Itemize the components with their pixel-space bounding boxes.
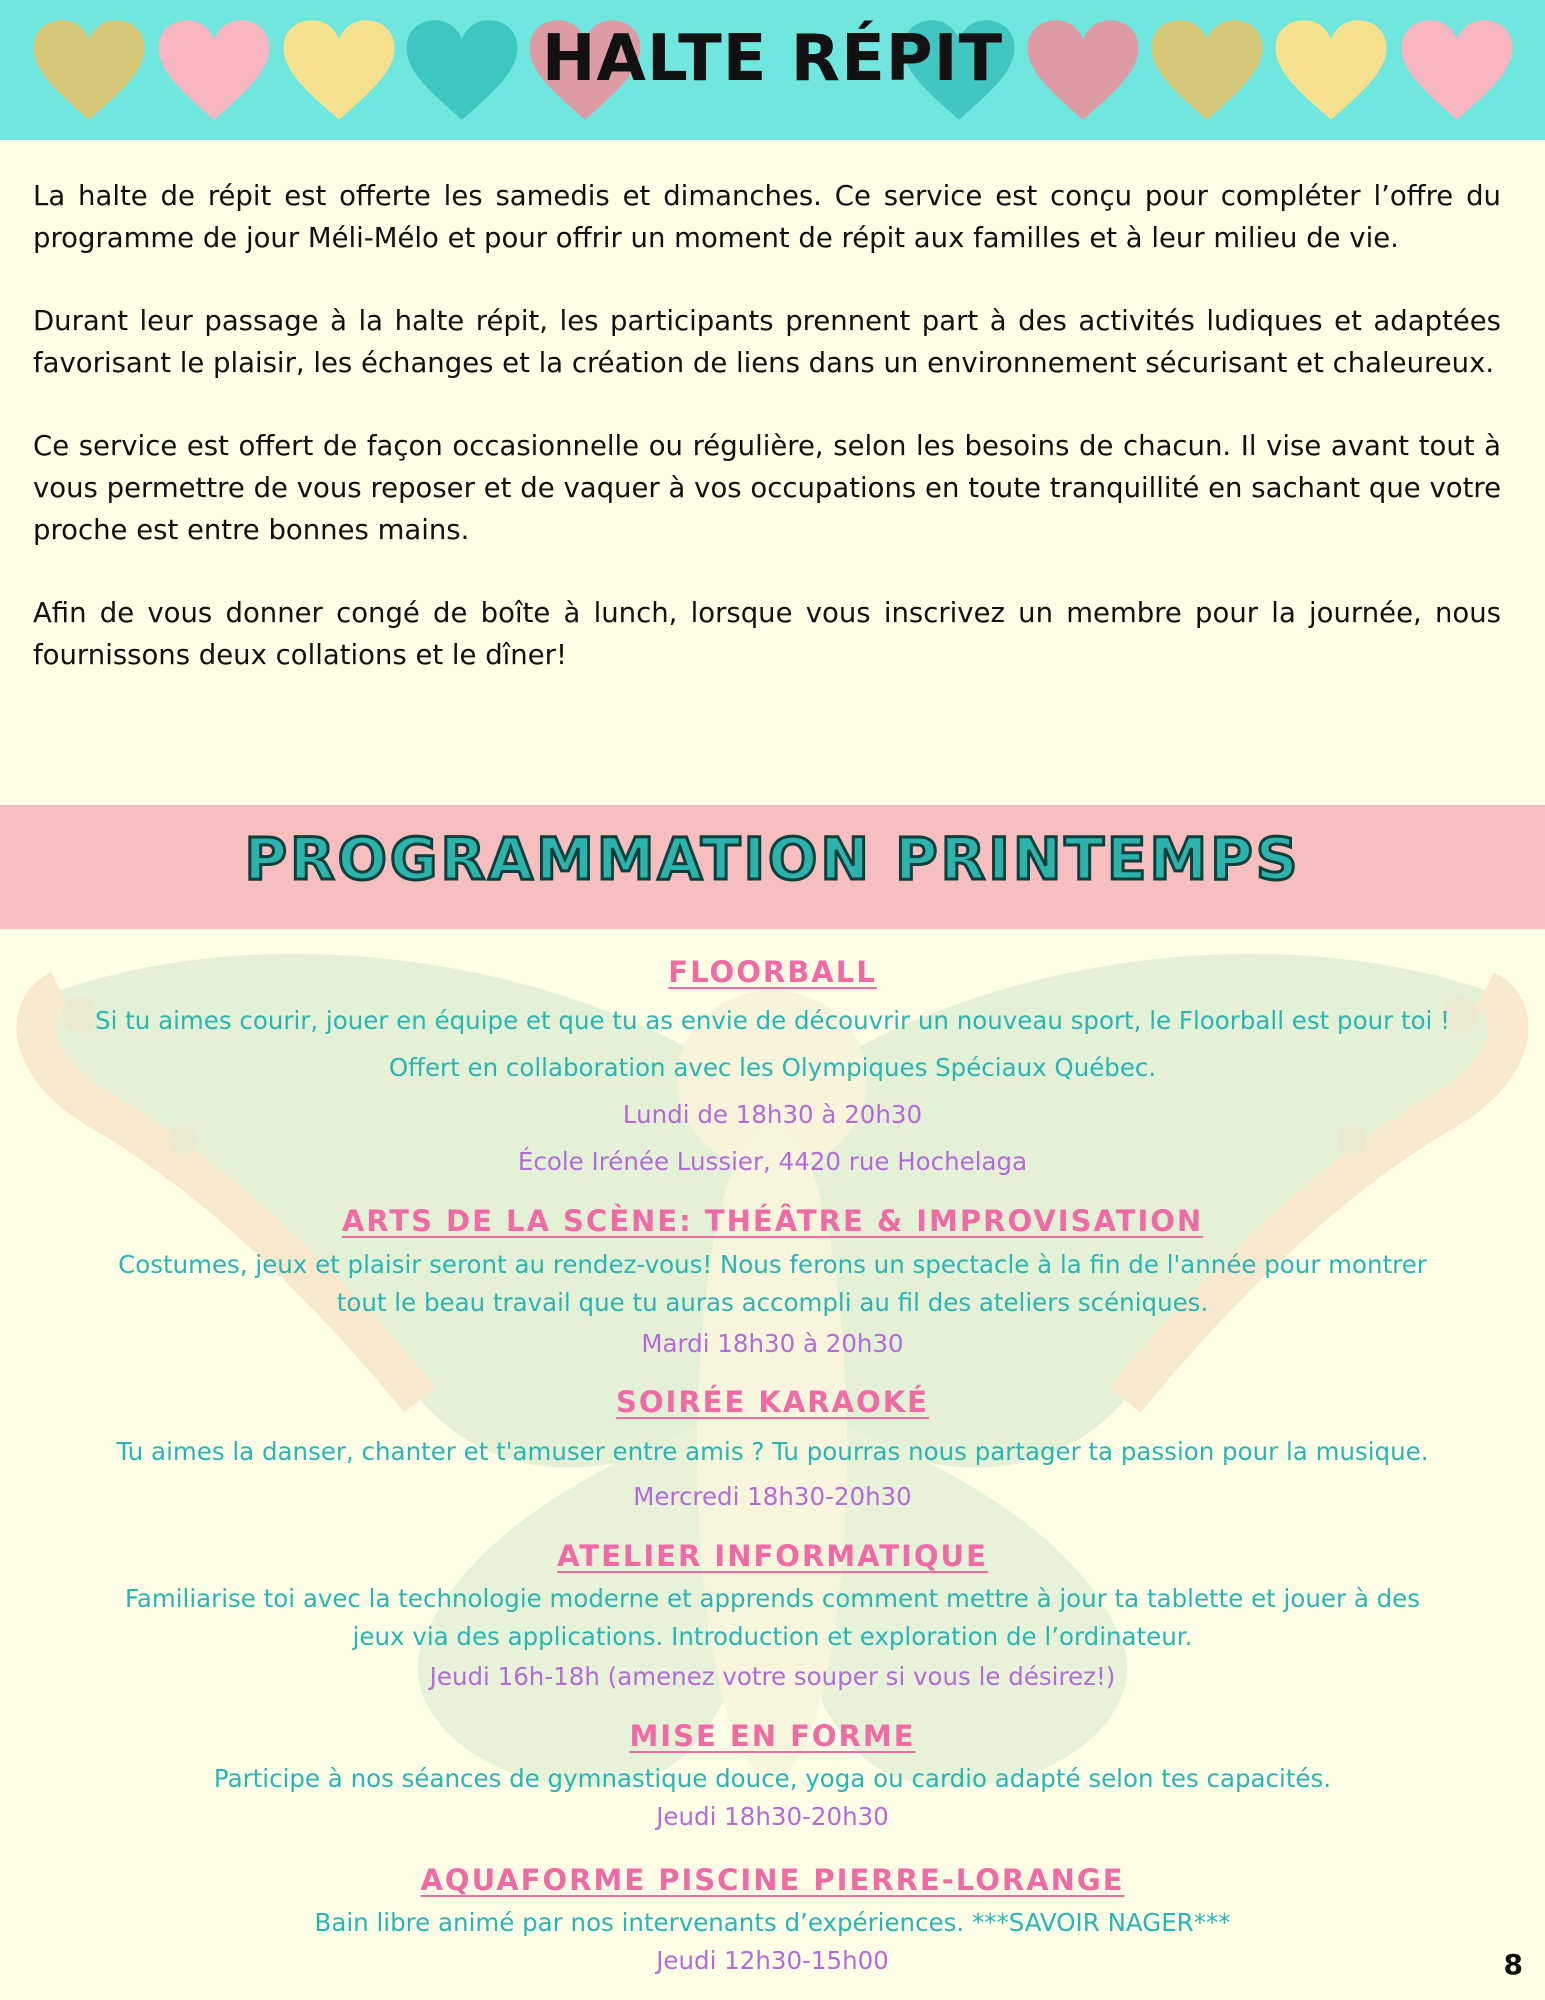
activity-title-text: FLOORBALL [668, 955, 877, 989]
activity-title-karaoke [0, 1385, 1545, 1419]
activity-title-aquaforme [0, 1863, 1545, 1897]
activity-description: Participe à nos séances de gymnastique douce, yoga ou cardio adapté selon tes capacités. [213, 1764, 1332, 1793]
activity-schedule: Lundi de 18h30 à 20h30 [622, 1100, 923, 1129]
activity-title-arts [0, 1204, 1545, 1238]
activity-schedule: Jeudi 12h30-15h00 [656, 1946, 889, 1975]
activity-description: jeux via des applications. Introduction et exploration de l’ordinateur. [352, 1622, 1193, 1651]
activity-description: Si tu aimes courir, jouer en équipe et que tu as envie de découvrir un nouveau sport, le Floorball est pour toi ! [95, 1006, 1450, 1035]
intro-paragraph: Afin de vous donner congé de boîte à lunch, lorsque vous inscrivez un membre pour la journée, nous fournissons deux collations et le dîner! [33, 597, 1501, 671]
activity-title-text: MISE EN FORME [629, 1719, 916, 1753]
activity-title-mise-en-forme [0, 1719, 1545, 1753]
activity-description: Bain libre animé par nos intervenants d’expériences. ***SAVOIR NAGER*** [314, 1908, 1231, 1937]
activity-schedule: Jeudi 16h-18h (amenez votre souper si vous le désirez!) [429, 1662, 1116, 1691]
activity-title-informatique [0, 1539, 1545, 1573]
activity-description: Costumes, jeux et plaisir seront au rendez-vous! Nous ferons un spectacle à la fin de l'année pour montrer [118, 1250, 1427, 1279]
activity-title-text: ARTS DE LA SCÈNE: THÉÂTRE & IMPROVISATION [341, 1204, 1204, 1238]
activity-location: École Irénée Lussier, 4420 rue Hochelaga [517, 1147, 1028, 1176]
intro-paragraph: Ce service est offert de façon occasionnelle ou régulière, selon les besoins de chacun. Il vise avant tout à vous permettre de vous reposer et de vaquer à vos occupations en toute tranquillité en sachant que votre proche est entre bonnes mains. [33, 430, 1501, 546]
intro-text [33, 175, 1501, 717]
activity-title-text: AQUAFORME PISCINE PIERRE-LORANGE [420, 1863, 1125, 1897]
activity-schedule: Mercredi 18h30-20h30 [633, 1482, 912, 1511]
activity-schedule: Jeudi 18h30-20h30 [656, 1802, 889, 1831]
page-title: HALTE RÉPIT [541, 22, 1004, 96]
intro-paragraph: Durant leur passage à la halte répit, les participants prennent part à des activités ludiques et adaptées favorisant le plaisir, les échanges et la création de liens dans un environnement sécurisant et chaleureux. [33, 305, 1501, 379]
program-title: PROGRAMMATION PRINTEMPS [244, 825, 1301, 893]
activity-title-text: SOIRÉE KARAOKÉ [615, 1385, 929, 1419]
header-banner [0, 0, 1545, 140]
activity-title-text: ATELIER INFORMATIQUE [557, 1539, 988, 1573]
activity-schedule: Mardi 18h30 à 20h30 [641, 1329, 904, 1358]
activity-description: tout le beau travail que tu auras accompli au fil des ateliers scéniques. [336, 1288, 1209, 1317]
page-number: 8 [1503, 1948, 1523, 1981]
activity-description: Familiarise toi avec la technologie moderne et apprends comment mettre à jour ta tablette et jouer à des [124, 1584, 1421, 1613]
program-banner [0, 805, 1545, 929]
activity-description: Offert en collaboration avec les Olympiques Spéciaux Québec. [388, 1053, 1157, 1082]
intro-paragraph: La halte de répit est offerte les samedis et dimanches. Ce service est conçu pour compléter l’offre du programme de jour Méli-Mélo et pour offrir un moment de répit aux familles et à leur milieu de vie. [33, 180, 1501, 254]
activity-title-floorball [0, 955, 1545, 989]
activity-description: Tu aimes la danser, chanter et t'amuser entre amis ? Tu pourras nous partager ta passion pour la musique. [116, 1437, 1429, 1466]
